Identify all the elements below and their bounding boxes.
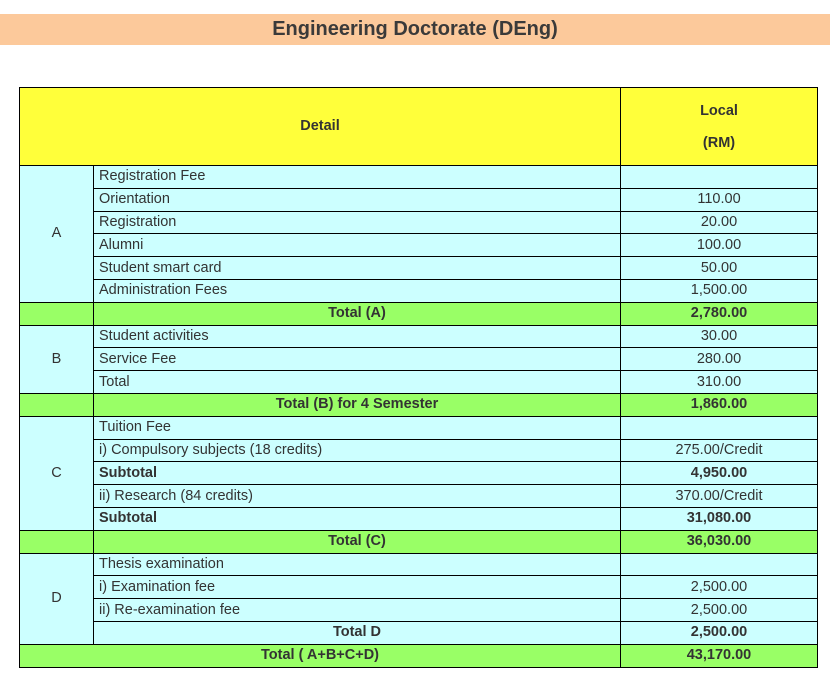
table-row [20,371,818,394]
table-row [20,576,818,599]
amount-cell: 100.00 [621,234,818,257]
amount-cell: 50.00 [621,257,818,280]
item-cell: Registration Fee [94,166,621,189]
amount-cell: 370.00/Credit [621,485,818,508]
amount-cell: 1,500.00 [621,279,818,302]
total-amount: 2,500.00 [621,621,818,644]
amount-cell [621,416,818,439]
table-row [20,553,818,576]
item-cell: i) Compulsory subjects (18 credits) [94,439,621,462]
total-label: Total (C) [94,530,621,553]
detail-header: Detail [20,88,621,166]
section-label-d: D [20,553,94,644]
amount-cell: 30.00 [621,325,818,348]
item-cell: ii) Research (84 credits) [94,485,621,508]
total-row-c [20,530,818,553]
item-cell: Alumni [94,234,621,257]
local-header-label: Local [700,102,738,119]
total-label: Total (B) for 4 Semester [94,393,621,416]
subtotal-label: Subtotal [94,507,621,530]
total-amount: 1,860.00 [621,393,818,416]
item-cell: Tuition Fee [94,416,621,439]
item-cell: ii) Re-examination fee [94,599,621,622]
amount-cell: 280.00 [621,348,818,371]
item-cell: Orientation [94,188,621,211]
table-row [20,348,818,371]
item-cell: Student smart card [94,257,621,280]
page-title: Engineering Doctorate (DEng) [0,14,830,45]
blank-cell [20,393,94,416]
subtotal-amount: 31,080.00 [621,507,818,530]
item-cell: Total [94,371,621,394]
total-label: Total D [94,621,621,644]
item-cell: Student activities [94,325,621,348]
section-label-b: B [20,325,94,393]
section-label-a: A [20,166,94,303]
amount-cell: 2,500.00 [621,576,818,599]
blank-cell [20,302,94,325]
table-row [20,462,818,485]
amount-cell [621,553,818,576]
table-row [20,325,818,348]
grand-total-row [20,644,818,667]
total-amount: 36,030.00 [621,530,818,553]
table-row [20,439,818,462]
amount-cell: 110.00 [621,188,818,211]
table-row [20,234,818,257]
table-header-row [20,88,818,166]
item-cell: i) Examination fee [94,576,621,599]
table-row [20,599,818,622]
local-header [621,88,818,166]
table-row [20,279,818,302]
amount-cell: 20.00 [621,211,818,234]
table-row [20,416,818,439]
section-label-c: C [20,416,94,530]
item-cell: Thesis examination [94,553,621,576]
amount-cell: 275.00/Credit [621,439,818,462]
table-row [20,188,818,211]
total-amount: 2,780.00 [621,302,818,325]
total-label: Total (A) [94,302,621,325]
table-row [20,485,818,508]
item-cell: Registration [94,211,621,234]
total-row-a [20,302,818,325]
amount-cell [621,166,818,189]
amount-cell: 310.00 [621,371,818,394]
subtotal-amount: 4,950.00 [621,462,818,485]
table-row [20,211,818,234]
grand-total-label: Total ( A+B+C+D) [20,644,621,667]
total-row-b [20,393,818,416]
table-row [20,257,818,280]
currency-header-label: (RM) [702,134,736,151]
subtotal-label: Subtotal [94,462,621,485]
item-cell: Administration Fees [94,279,621,302]
fee-table [19,87,818,668]
table-row [20,507,818,530]
item-cell: Service Fee [94,348,621,371]
amount-cell: 2,500.00 [621,599,818,622]
grand-total-amount: 43,170.00 [621,644,818,667]
total-row-d [20,621,818,644]
table-row [20,166,818,189]
blank-cell [20,530,94,553]
